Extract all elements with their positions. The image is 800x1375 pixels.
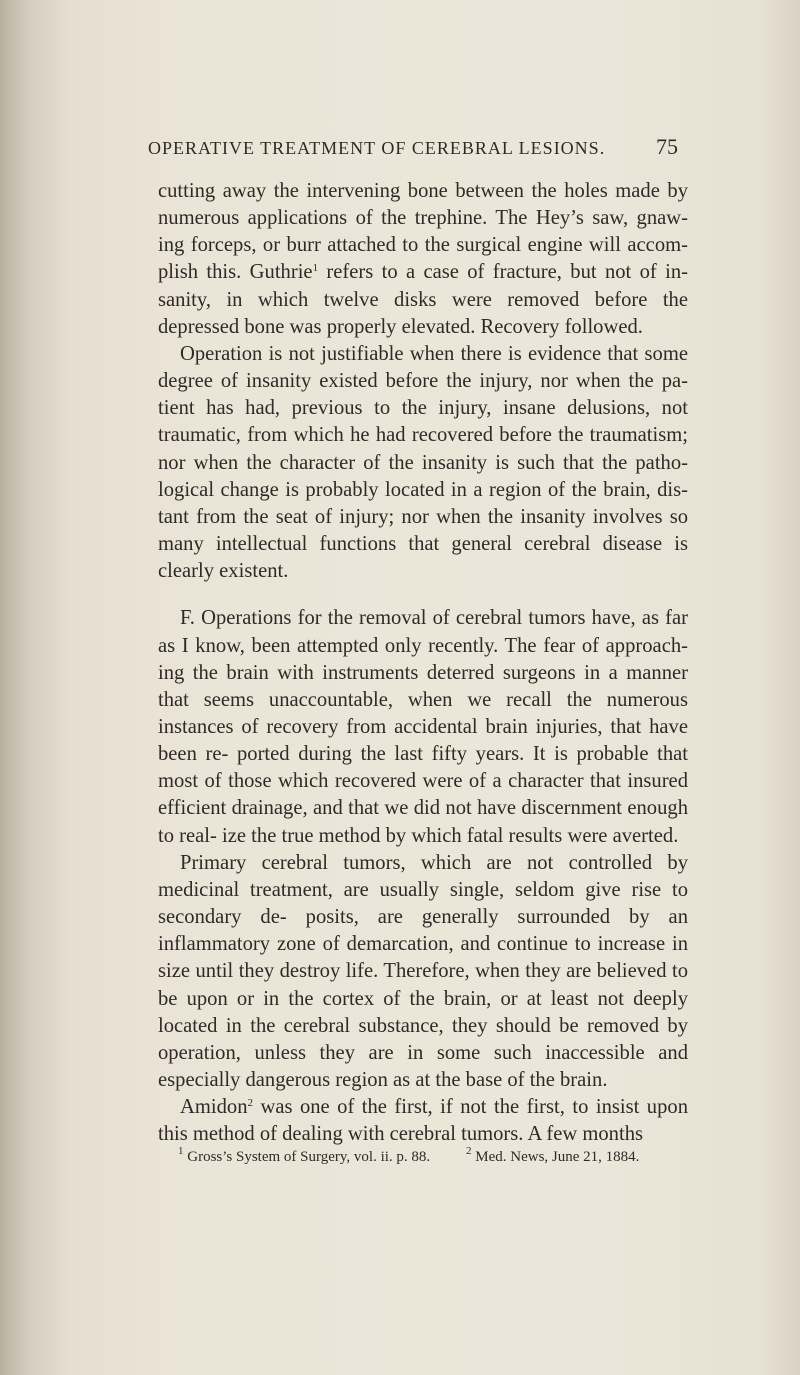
body-text (158, 178, 688, 1148)
footnote-2-text: Med. News, June 21, 1884. (475, 1149, 640, 1165)
footnote-1-mark: 1 (178, 1145, 184, 1157)
running-title: OPERATIVE TREATMENT OF CEREBRAL LESIONS. (148, 138, 606, 158)
paragraph-5-text-a: Amidon (180, 1096, 248, 1119)
footnote-1 (178, 1147, 430, 1167)
page-header (130, 133, 678, 163)
paragraph-2: Operation is not justifiable when there is evidence that some degree of insanity existed before the injury, nor when the pa- tient has had, previous to the injury, insane delusions, not traumatic, from which he had recovered before the traumatism; nor when the character of the insanity is such that the patho- logical change is probably located in a region of the brain, dis- tant from the seat of injury; nor when the insanity involves so many intellectual functions that general cerebral disease is clearly existent. (158, 342, 688, 583)
footnote-1-text: Gross’s System of Surgery, vol. ii. p. 88. (187, 1149, 431, 1165)
paragraph-1-text-b: refers to a case of fracture, but not of in- sanity, in which twelve disks were removed before the depressed bone was properly elevated. Recovery followed. (158, 261, 688, 338)
paragraph-3: F. Operations for the removal of cerebral tumors have, as far as I know, been attempted only recently. The fear of approach- ing the brain with instruments deterred surgeons in a manner that seems unaccountable, when we recall the numerous instances of recovery from accidental brain injuries, that have been re- ported during the last fifty years. It is probable that most of those which recovered were of a character that insured efficient drainage, and that we did not have discernment enough to real- ize the true method by which fatal results were averted. (158, 607, 688, 847)
footnote-2-mark: 2 (466, 1145, 472, 1157)
footnote-ref-2: 2 (247, 1097, 254, 1110)
paragraph-4: Primary cerebral tumors, which are not controlled by medicinal treatment, are usually single, seldom give rise to secondary de- posits, are generally surrounded by an inflammatory zone of demarcation, and continue to increase in size until they destroy life. Therefore, when they are believed to be upon or in the cortex of the brain, or at least not deeply located in the cerebral substance, they should be removed by operation, unless they are in some such inaccessible and especially dangerous region as at the base of the brain. (158, 851, 688, 1091)
page-number: 75 (656, 134, 678, 159)
paragraph-5-text-b: was one of the first, if not the first, to insist upon this method of dealing with cerebral tumors. A few months (158, 1096, 688, 1146)
paragraph-1 (158, 178, 688, 341)
footnote-2 (466, 1147, 639, 1167)
paragraph-1-text-a: cutting away the intervening bone between the holes made by numerous applications of the trephine. The Hey’s saw, gnaw- ing forceps, or burr attached to the surgical engine will accom- plish this. Guthrie (158, 180, 688, 284)
paragraph-5 (158, 1094, 688, 1148)
footnote-ref-1: 1 (312, 262, 319, 275)
